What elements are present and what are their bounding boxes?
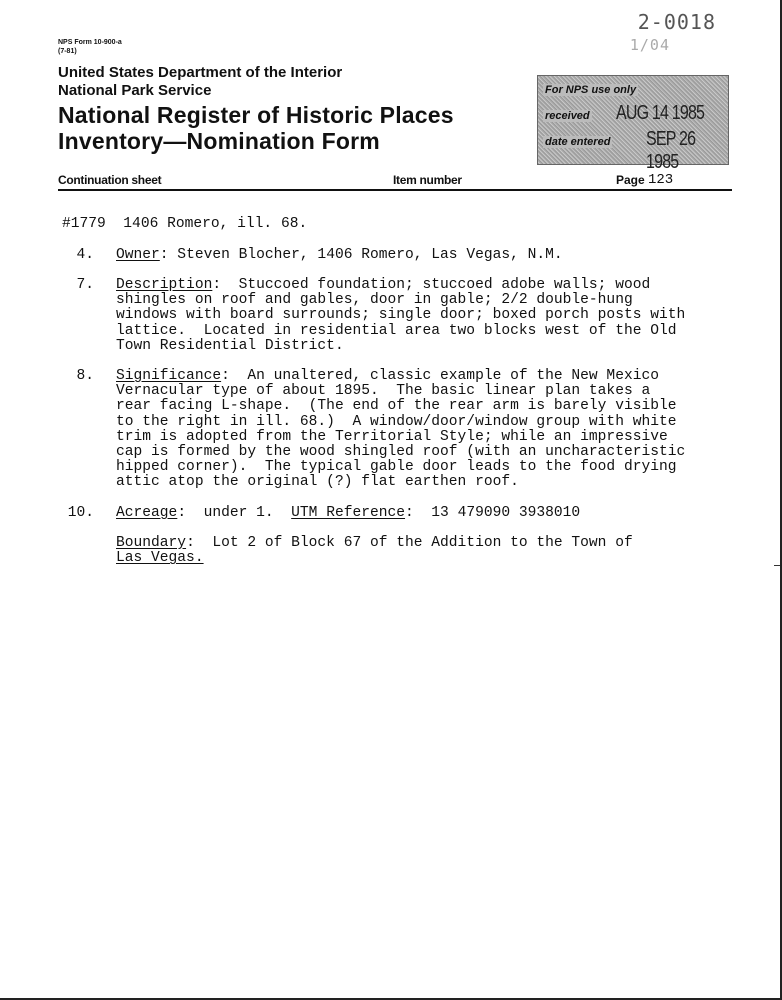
acreage-text: : under 1. xyxy=(177,505,292,521)
acreage-heading: Acreage xyxy=(116,505,178,521)
utm-reference-value: : 13 479090 3938010 xyxy=(405,505,581,521)
utm-reference-heading: UTM Reference xyxy=(291,505,406,521)
description-line: Town Residential District. xyxy=(116,337,344,354)
significance-line: attic atop the original (?) flat earthen roof. xyxy=(116,474,519,491)
owner-text: : Steven Blocher, 1406 Romero, Las Vegas, N.M. xyxy=(159,247,563,263)
form-number: NPS Form 10-900-a xyxy=(58,39,122,46)
description-line: lattice. Located in residential area two blocks west of the Old xyxy=(116,322,677,339)
significance-line: trim is adopted from the Territorial Style; while an impressive xyxy=(116,428,668,445)
item-number: 7. xyxy=(76,277,94,293)
significance-heading: Significance xyxy=(116,368,222,384)
date-entered-label: date entered xyxy=(545,136,611,148)
form-title xyxy=(58,102,454,154)
form-title-line-2: Inventory—Nomination Form xyxy=(58,128,380,154)
significance-line: Vernacular type of about 1895. The basic linear plan takes a xyxy=(116,383,651,400)
item-number-label: Item number xyxy=(393,173,462,187)
received-date: AUG 14 1985 xyxy=(616,102,705,124)
nps-use-only-box xyxy=(537,75,729,173)
received-number-stamp xyxy=(500,4,730,64)
service-name: National Park Service xyxy=(58,82,212,99)
item-number: 10. xyxy=(67,505,94,521)
owner-line xyxy=(116,248,563,263)
description-heading: Description xyxy=(116,277,213,293)
department-name: United States Department of the Interior xyxy=(58,64,343,81)
owner-heading: Owner xyxy=(116,247,160,263)
significance-text: : An unaltered, classic example of the New Mexico xyxy=(221,368,659,384)
significance-line: to the right in ill. 68.) A window/door/window group with white xyxy=(116,413,677,430)
significance-line xyxy=(116,369,659,384)
acreage-line xyxy=(116,506,580,521)
agency-heading xyxy=(58,64,342,100)
continuation-sheet-label: Continuation sheet xyxy=(58,173,162,187)
boundary-text: : Lot 2 of Block 67 of the Addition to the Town of xyxy=(186,535,633,551)
header-rule xyxy=(58,189,732,191)
stamp-number-1: 2-0018 xyxy=(637,10,716,34)
significance-line: cap is formed by the wood shingled roof (with an uncharacteristic xyxy=(116,444,686,460)
nps-use-label: For NPS use only xyxy=(545,84,637,96)
date-entered-value: SEP 26 1985 xyxy=(646,128,696,173)
stamp-number-2: 1/04 xyxy=(629,36,670,54)
description-line: shingles on roof and gables, door in gable; 2/2 double-hung xyxy=(116,292,633,309)
significance-line: rear facing L-shape. (The end of the rear arm is barely visible xyxy=(116,398,677,415)
entry-reference: #1779 1406 Romero, ill. 68. xyxy=(62,216,308,232)
item-number: 8. xyxy=(76,368,94,384)
boundary-line-2: Las Vegas. xyxy=(116,550,204,567)
boundary-heading: Boundary xyxy=(116,535,187,551)
received-label: received xyxy=(545,110,590,122)
item-number: 4. xyxy=(76,247,94,263)
form-identifier xyxy=(58,38,122,56)
description-line: windows with board surrounds; single door; boxed porch posts with xyxy=(116,307,686,324)
page-number: 123 xyxy=(648,172,674,188)
description-text: : Stuccoed foundation; stuccoed adobe walls; wood xyxy=(212,277,651,293)
description-line xyxy=(116,278,650,293)
boundary-line xyxy=(116,536,633,551)
significance-line: hipped corner). The typical gable door leads to the food drying xyxy=(116,459,677,476)
form-title-line-1: National Register of Historic Places xyxy=(58,102,454,128)
margin-mark xyxy=(774,565,780,566)
page-label: Page xyxy=(616,173,645,187)
form-revision: (7-81) xyxy=(58,48,77,55)
